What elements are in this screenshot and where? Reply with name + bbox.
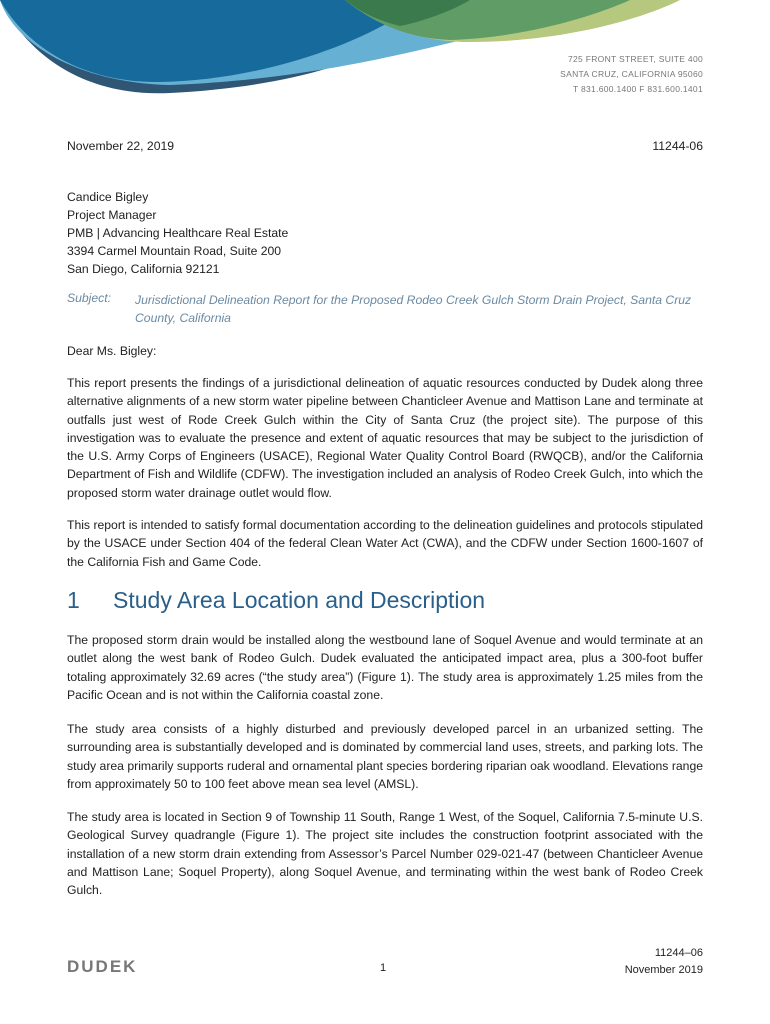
dudek-logo: DUDEK <box>67 957 138 976</box>
section-heading <box>67 587 485 614</box>
company-address <box>560 52 703 97</box>
address-street: 725 FRONT STREET, SUITE 400 <box>567 54 703 64</box>
footer-project-number: 11244–06 <box>654 947 703 959</box>
recipient-street: 3394 Carmel Mountain Road, Suite 200 <box>67 244 282 258</box>
footer-info <box>625 945 703 979</box>
address-phone: T 831.600.1400 F 831.600.1401 <box>572 84 703 94</box>
section-number: 1 <box>67 587 80 613</box>
recipient-city: San Diego, California 92121 <box>67 262 220 276</box>
body-paragraph: The study area is located in Section 9 of Township 11 South, Range 1 West, of the Soquel, California 7.5-minute U.S. Geological Survey quadrangle (Figure 1). The project site includes the construction footprint associated with the installation of a new storm drain extending from Assessor’s Parcel Number 029-021-47 (between Chanticleer Avenue and Mattison Lane; Soquel Property), along Soquel Avenue, and terminating within the west bank of Rodeo Creek Gulch. <box>67 810 703 898</box>
body-paragraph: This report presents the findings of a jurisdictional delineation of aquatic resources conducted by Dudek along three alternative alignments of a new storm water pipeline between Chanticleer Avenue and Mattison Lane and terminate at outfalls just west of Rode Creek Gulch within the City of Santa Cruz (the project site). The purpose of this investigation was to evaluate the presence and extent of aquatic resources that may be subject to the jurisdiction of the U.S. Army Corps of Engineers (USACE), Regional Water Quality Control Board (RWQCB), and/or the California Department of Fish and Wildlife (CDFW). The investigation included an analysis of Rodeo Creek Gulch, into which the proposed storm water drainage outlet would flow. <box>67 376 703 500</box>
section-title: Study Area Location and Description <box>113 587 486 613</box>
salutation: Dear Ms. Bigley: <box>67 344 157 358</box>
recipient-block <box>67 188 288 278</box>
body-paragraph: This report is intended to satisfy formal documentation according to the delineation guidelines and protocols stipulated by the USACE under Section 404 of the federal Clean Water Act (CWA), and the CDFW under Section 1600-1607 of the California Fish and Game Code. <box>67 518 703 569</box>
address-city: SANTA CRUZ, CALIFORNIA 95060 <box>560 69 703 79</box>
recipient-name: Candice Bigley <box>67 190 149 204</box>
project-number: 11244-06 <box>652 139 703 153</box>
letter-date: November 22, 2019 <box>67 139 175 153</box>
body-paragraph: The proposed storm drain would be installed along the westbound lane of Soquel Avenue and would terminate at an outlet along the west bank of Rodeo Gulch. Dudek evaluated the anticipated impact area, plus a 300-foot buffer totaling approximately 32.69 acres (“the study area”) (Figure 1). The study area is approximately 1.25 miles from the Pacific Ocean and is not within the California coastal zone. <box>67 633 703 702</box>
subject-line: Jurisdictional Delineation Report for the Proposed Rodeo Creek Gulch Storm Drain Project, Santa Cruz <box>135 293 692 307</box>
footer-date: November 2019 <box>624 964 703 976</box>
subject-line: County, California <box>135 311 231 325</box>
recipient-company: PMB | Advancing Healthcare Real Estate <box>67 226 289 240</box>
subject-label: Subject: <box>67 291 112 305</box>
recipient-title: Project Manager <box>67 208 157 222</box>
page-number: 1 <box>380 962 387 974</box>
body-paragraph: The study area consists of a highly disturbed and previously developed parcel in an urbanized setting. The surrounding area is substantially developed and is dominated by commercial land uses, streets, and parking lots. The study area primarily supports ruderal and ornamental plant species bordering riparian oak woodland. Elevations range from approximately 50 to 100 feet above mean sea level (AMSL). <box>67 722 703 791</box>
subject-text <box>135 291 691 327</box>
